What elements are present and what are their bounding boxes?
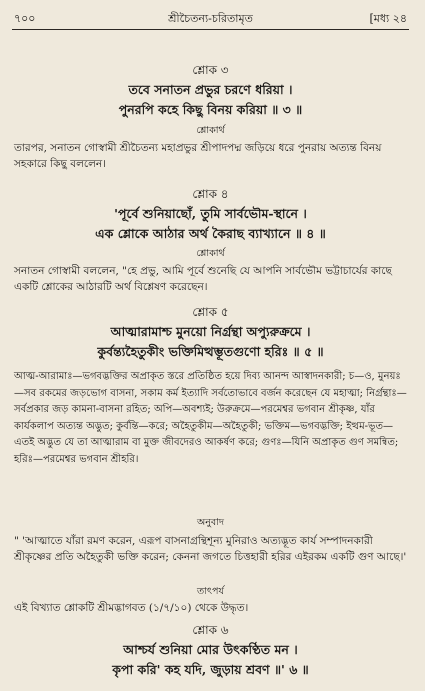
verse-label: শ্লোক ৪ (192, 187, 229, 201)
running-title: শ্রীচৈতন্য-চরিতামৃত (168, 12, 253, 25)
translation-label: অনুবাদ (197, 517, 224, 528)
verse-line: তবে সনাতন প্রভুর চরণে ধরিয়া । (128, 82, 293, 97)
word-for-word-meanings: আত্ম-আরামাঃ—ভগবদ্ভক্তির অপ্রাকৃত স্তরে প্রতিষ্ঠিত হয়ে দিব্য আনন্দ আস্বাদনকারী; চ—ও, মুনয়ঃ—সব রকমের জড়ভোগ বাসনা, সকাম কর্ম ইত্যাদি সর্বতোভাবে বর্জন করেছেন যে মহাত্মা; নির্গ্রন্থাঃ—সর্বপ্রকার জড় কামনা-বাসনা রহিত; অপি—অবশ্যই; উরুক্রমে—পরমেশ্বর ভগবান শ্রীকৃষ্ণ, যাঁর কার্যকলাপ অত্যন্ত অদ্ভুত; কুর্বন্তি—করে; অহৈতুকীম—অহৈতুকী; ভক্তিম—ভগবদ্ভক্তি; ইত্থম-ভূত—এতই অদ্ভুত যে তা আত্মারাম বা মুক্ত জীবদেরও আকর্ষণ করে; গুণঃ—যিনি অপ্রাকৃত গুণ সমন্বিত; হরিঃ—পরমেশ্বর ভগবান শ্রীহরি। (14, 371, 407, 465)
verse-meaning: সনাতন গোস্বামী বললেন, "হে প্রভু, আমি পূর্বে শুনেছি যে আপনি সার্বভৌম ভট্টাচার্যের কাছে একটি শ্লোকের আঠারটি অর্থ বিশ্লেষণ করেছেন। (14, 265, 392, 293)
verse-line: কৃপা করি' কহ যদি, জুড়ায় শ্রবণ ॥' ৬ ॥ (112, 662, 309, 677)
sanskrit-verse-line: আত্মারামাশ্চ মুনয়ো নির্গ্রন্থা অপ্যুরুক্রমে । (110, 324, 311, 339)
translation: " 'আত্মাতে যাঁরা রমণ করেন, এরূপ বাসনাগ্রন্থিশূন্য মুনিরাও অত্যদ্ভূত কার্য সম্পাদনকারী শ্রীকৃষ্ণের প্রতি অহৈতুকী ভক্তি করেন; কেননা জগতে চিত্তহারী হরির এইরকম একটি গুণ আছে।' (14, 535, 407, 563)
verse-label: শ্লোক ৫ (192, 305, 229, 319)
verse-line: 'পূর্বে শুনিয়াছোঁ, তুমি সার্বভৌম-স্থানে । (114, 206, 307, 221)
meaning-label: শ্লোকার্থ (196, 125, 225, 136)
sanskrit-verse-line: কুর্বন্ত্যহৈতুকীং ভক্তিমিত্থম্ভূতগুণো হরিঃ ॥ ৫ ॥ (97, 344, 324, 359)
chapter-reference: [মধ্য ২৪ (369, 12, 407, 25)
verse-label: শ্লোক ৩ (192, 63, 229, 77)
verse-line: আশ্চর্য শুনিয়া মোর উৎকণ্ঠিত মন । (123, 642, 298, 657)
header-rule (12, 29, 409, 30)
verse-line: এক শ্লোকে আঠার অর্থ কৈরাছ ব্যাখ্যানে ॥ ৪ ॥ (95, 226, 326, 241)
verse-meaning: তারপর, সনাতন গোস্বামী শ্রীচৈতন্য মহাপ্রভুর শ্রীপাদপদ্ম জড়িয়ে ধরে পুনরায় অত্যন্ত বিনয় সহকারে কিছু বললেন। (14, 142, 382, 170)
verse-label: শ্লোক ৬ (192, 623, 229, 637)
meaning-label: শ্লোকার্থ (196, 248, 225, 259)
page-number: ৭০০ (14, 12, 36, 25)
purport: এই বিখ্যাত শ্লোকটি শ্রীমদ্ভাগবত (১/৭/১০) থেকে উদ্ধৃত। (14, 602, 249, 614)
verse-line: পুনরপি কহে কিছু বিনয় করিয়া ॥ ৩ ॥ (118, 102, 303, 117)
purport-label: তাৎপর্য (197, 586, 224, 597)
page-header (14, 10, 407, 28)
